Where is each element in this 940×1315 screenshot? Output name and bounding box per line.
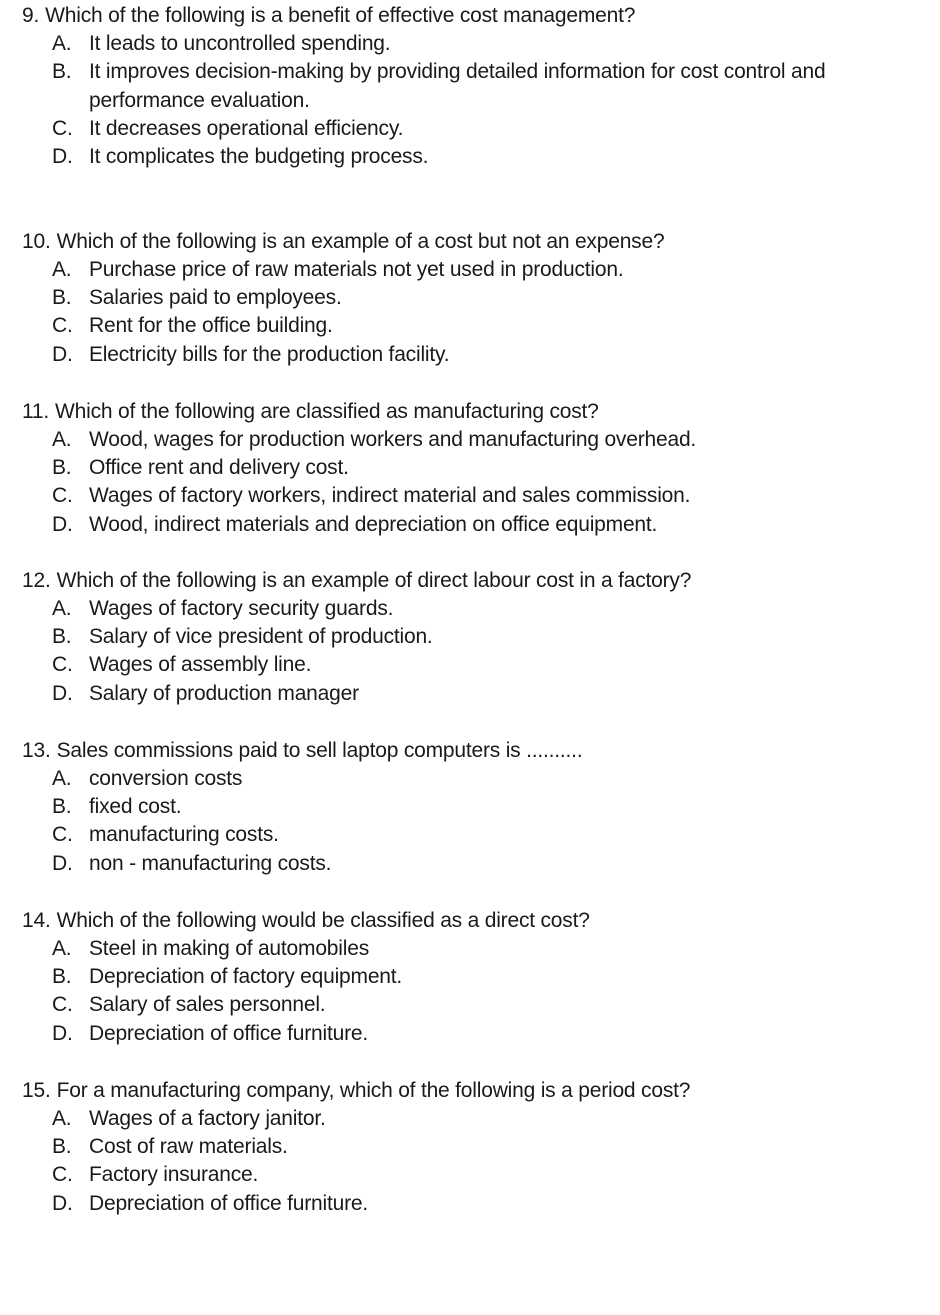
option-d[interactable] <box>52 680 922 709</box>
option-letter: A. <box>52 32 72 55</box>
option-b[interactable] <box>52 284 922 313</box>
option-letter: B. <box>52 60 72 83</box>
question-text: Sales commissions paid to sell laptop computers is .......... <box>56 739 583 762</box>
option-a[interactable] <box>52 30 922 59</box>
option-text: Factory insurance. <box>89 1163 259 1186</box>
option-d[interactable] <box>52 511 922 540</box>
question-stem <box>22 907 922 935</box>
option-text: Depreciation of office furniture. <box>89 1192 369 1215</box>
question-stem <box>22 398 922 426</box>
option-letter: D. <box>52 1022 73 1045</box>
option-d[interactable] <box>52 1190 922 1219</box>
option-c[interactable] <box>52 482 922 511</box>
option-letter: C. <box>52 993 73 1016</box>
option-letter: A. <box>52 258 72 281</box>
question-stem <box>22 567 922 595</box>
option-a[interactable] <box>52 426 922 455</box>
question-number: 9. <box>22 4 40 27</box>
option-c[interactable] <box>52 1161 922 1190</box>
option-c[interactable] <box>52 312 922 341</box>
option-a[interactable] <box>52 595 922 624</box>
option-text: It leads to uncontrolled spending. <box>89 32 391 55</box>
option-text: Wages of factory security guards. <box>89 597 394 620</box>
option-c[interactable] <box>52 821 922 850</box>
option-text: Salary of sales personnel. <box>89 993 326 1016</box>
option-b[interactable] <box>52 793 922 822</box>
option-letter: B. <box>52 286 72 309</box>
question-text: Which of the following are classified as manufacturing cost? <box>55 400 599 423</box>
option-letter: B. <box>52 795 72 818</box>
option-text: Depreciation of factory equipment. <box>89 965 403 988</box>
option-letter: D. <box>52 343 73 366</box>
option-text: Electricity bills for the production facility. <box>89 343 450 366</box>
option-text: Wages of factory workers, indirect material and sales commission. <box>89 484 691 507</box>
option-text: fixed cost. <box>89 795 182 818</box>
option-letter: B. <box>52 1135 72 1158</box>
option-a[interactable] <box>52 256 922 285</box>
question-stem <box>22 2 922 30</box>
question-stem <box>22 228 922 256</box>
option-text: non - manufacturing costs. <box>89 852 332 875</box>
option-letter: A. <box>52 597 72 620</box>
option-text: It complicates the budgeting process. <box>89 145 429 168</box>
option-text: Depreciation of office furniture. <box>89 1022 369 1045</box>
option-b[interactable] <box>52 1133 922 1162</box>
option-text: Wood, indirect materials and depreciation on office equipment. <box>89 513 658 536</box>
option-letter: D. <box>52 513 73 536</box>
option-text: It improves decision-making by providing detailed information for cost control and performance evaluation. <box>89 60 826 112</box>
question-number: 15. <box>22 1079 51 1102</box>
question-stem <box>22 1077 922 1105</box>
option-text: It decreases operational efficiency. <box>89 117 404 140</box>
option-letter: B. <box>52 625 72 648</box>
option-letter: C. <box>52 653 73 676</box>
option-letter: A. <box>52 428 72 451</box>
option-text: Steel in making of automobiles <box>89 937 369 960</box>
option-text: Wages of assembly line. <box>89 653 312 676</box>
question-stem <box>22 737 922 765</box>
option-letter: C. <box>52 314 73 337</box>
option-text: Salary of production manager <box>89 682 359 705</box>
option-letter: D. <box>52 682 73 705</box>
option-text: conversion costs <box>89 767 243 790</box>
option-letter: C. <box>52 484 73 507</box>
question-text: Which of the following is a benefit of effective cost management? <box>45 4 636 27</box>
option-letter: B. <box>52 965 72 988</box>
option-text: Office rent and delivery cost. <box>89 456 349 479</box>
option-letter: B. <box>52 456 72 479</box>
option-text: Salaries paid to employees. <box>89 286 342 309</box>
option-letter: A. <box>52 767 72 790</box>
option-b[interactable] <box>52 963 922 992</box>
option-letter: D. <box>52 145 73 168</box>
option-letter: A. <box>52 1107 72 1130</box>
option-letter: D. <box>52 1192 73 1215</box>
option-text: Wood, wages for production workers and manufacturing overhead. <box>89 428 697 451</box>
option-c[interactable] <box>52 991 922 1020</box>
option-c[interactable] <box>52 651 922 680</box>
option-d[interactable] <box>52 1020 922 1049</box>
question-text: Which of the following is an example of direct labour cost in a factory? <box>56 569 692 592</box>
option-a[interactable] <box>52 1105 922 1134</box>
option-letter: A. <box>52 937 72 960</box>
option-letter: C. <box>52 823 73 846</box>
option-letter: C. <box>52 117 73 140</box>
question-number: 13. <box>22 739 51 762</box>
question-text: Which of the following would be classified as a direct cost? <box>56 909 590 932</box>
question-text: Which of the following is an example of a cost but not an expense? <box>56 230 665 253</box>
option-b[interactable] <box>52 623 922 652</box>
option-a[interactable] <box>52 765 922 794</box>
question-number: 11. <box>22 400 50 423</box>
option-text: Cost of raw materials. <box>89 1135 288 1158</box>
option-c[interactable] <box>52 115 922 144</box>
option-d[interactable] <box>52 341 922 370</box>
question-text: For a manufacturing company, which of the following is a period cost? <box>56 1079 691 1102</box>
option-d[interactable] <box>52 143 922 172</box>
option-text: Rent for the office building. <box>89 314 333 337</box>
option-text: Purchase price of raw materials not yet used in production. <box>89 258 624 281</box>
option-text: manufacturing costs. <box>89 823 279 846</box>
option-d[interactable] <box>52 850 922 879</box>
question-number: 14. <box>22 909 51 932</box>
option-letter: C. <box>52 1163 73 1186</box>
option-letter: D. <box>52 852 73 875</box>
option-text: Wages of a factory janitor. <box>89 1107 326 1130</box>
option-text: Salary of vice president of production. <box>89 625 433 648</box>
question-number: 12. <box>22 569 51 592</box>
option-b[interactable] <box>52 454 922 483</box>
option-a[interactable] <box>52 935 922 964</box>
question-number: 10. <box>22 230 51 253</box>
option-b[interactable] <box>52 58 922 115</box>
